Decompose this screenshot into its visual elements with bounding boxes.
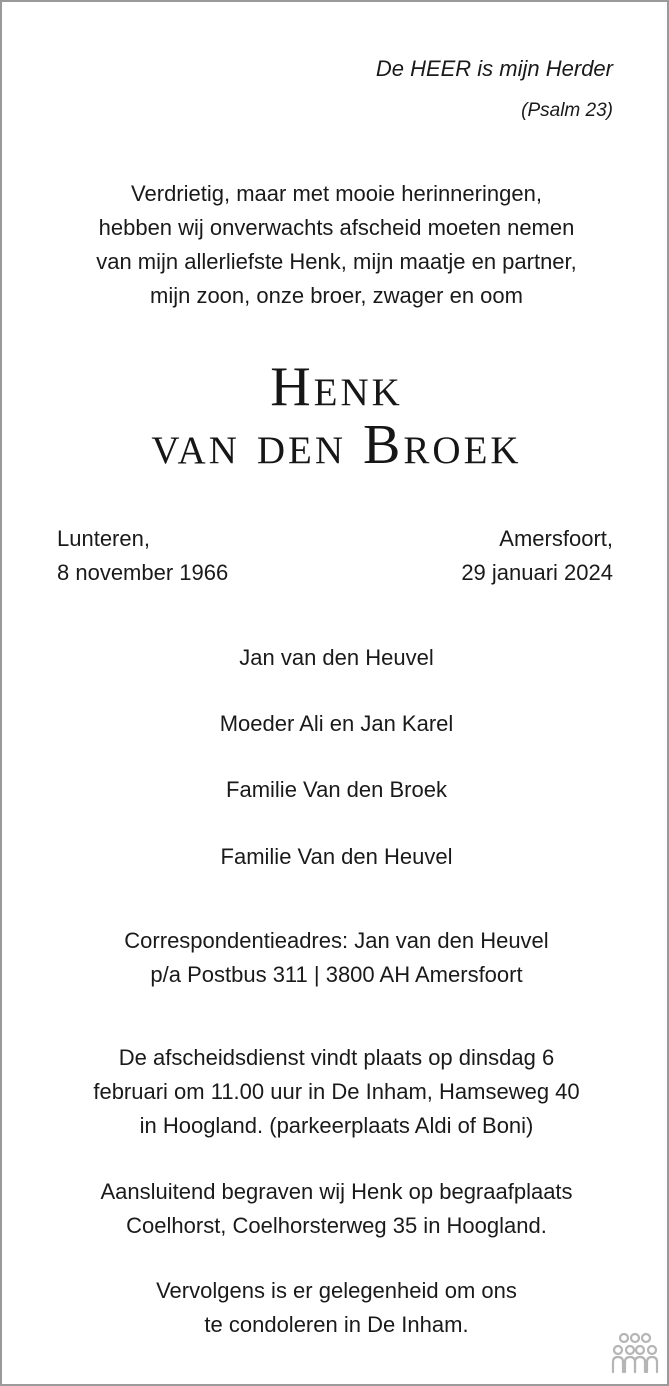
service-line: De afscheidsdienst vindt plaats op dinsdag 6 bbox=[118, 1045, 555, 1070]
birth-info bbox=[57, 522, 228, 590]
family-member: Jan van den Heuvel bbox=[239, 645, 434, 670]
people-group-icon bbox=[610, 1332, 660, 1374]
burial-details bbox=[2, 1175, 669, 1243]
motto-source: (Psalm 23) bbox=[521, 100, 613, 121]
birth-place: Lunteren, bbox=[57, 526, 150, 551]
family-member: Familie Van den Broek bbox=[226, 777, 447, 802]
condolence-details bbox=[2, 1274, 669, 1342]
deceased-first-name: Henk bbox=[270, 356, 403, 418]
birth-date: 8 november 1966 bbox=[57, 560, 229, 585]
burial-line: Coelhorst, Coelhorsterweg 35 in Hoogland. bbox=[126, 1213, 547, 1238]
service-details bbox=[2, 1041, 669, 1143]
intro-line: hebben wij onverwachts afscheid moeten nemen bbox=[98, 215, 575, 240]
correspondence-address bbox=[2, 924, 669, 992]
intro-line: van mijn allerliefste Henk, mijn maatje en partner, bbox=[96, 249, 577, 274]
family-member: Familie Van den Heuvel bbox=[220, 844, 453, 869]
condolence-line: Vervolgens is er gelegenheid om ons bbox=[156, 1278, 517, 1303]
family-member: Moeder Ali en Jan Karel bbox=[219, 711, 454, 736]
death-place: Amersfoort, bbox=[499, 526, 613, 551]
service-line: februari om 11.00 uur in De Inham, Hamseweg 40 bbox=[93, 1079, 580, 1104]
burial-line: Aansluitend begraven wij Henk op begraafplaats bbox=[100, 1179, 573, 1204]
intro-text bbox=[2, 177, 669, 313]
intro-line: Verdrietig, maar met mooie herinneringen, bbox=[131, 181, 542, 206]
death-info bbox=[461, 522, 613, 590]
intro-line: mijn zoon, onze broer, zwager en oom bbox=[150, 283, 523, 308]
deceased-last-name: van den Broek bbox=[151, 414, 522, 476]
correspondence-line: p/a Postbus 311 | 3800 AH Amersfoort bbox=[150, 962, 523, 987]
service-line: in Hoogland. (parkeerplaats Aldi of Boni) bbox=[139, 1113, 534, 1138]
motto-quote: De HEER is mijn Herder bbox=[375, 56, 613, 81]
death-date: 29 januari 2024 bbox=[461, 560, 613, 585]
correspondence-line: Correspondentieadres: Jan van den Heuvel bbox=[124, 928, 549, 953]
condolence-line: te condoleren in De Inham. bbox=[204, 1312, 469, 1337]
